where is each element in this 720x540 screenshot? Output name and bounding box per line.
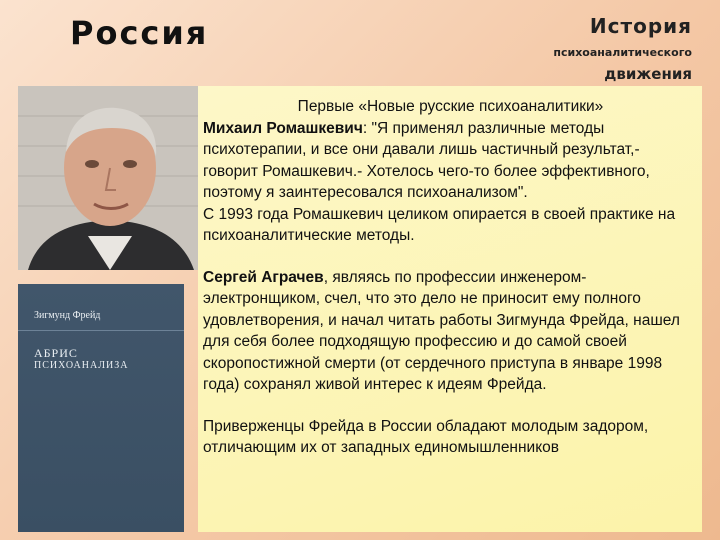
history-line-1: История — [589, 14, 692, 38]
history-line-2: психоаналитического — [553, 46, 692, 59]
name-romashkevich: Михаил Ромашкевич — [203, 119, 363, 137]
history-line-3: движения — [604, 65, 692, 83]
book-divider — [18, 330, 184, 331]
text-agrachev: , являясь по профессии инженером-электронщиком, счел, что это дело не приносит ему полного удовлетворения, и начал читать работы Зигмунда Фрейда, нашел для себя более подходящую профессию и до самой своей скоропостижной смерти (от сердечного приступа в январе 1998 года) сохранял живой интерес к идеям Фрейда. — [203, 268, 680, 393]
text-panel — [198, 86, 702, 532]
quote-romashkevich: : "Я применял различные методы психотерапии, и все они давали лишь частичный результат,- говорит Ромашкевич.- Хотелось чего-то более эффективного, поэтому я заинтересовался психоанализом". — [203, 119, 650, 201]
name-agrachev: Сергей Аграчев — [203, 268, 324, 286]
book-title-line-1: АБРИС — [34, 346, 78, 360]
portrait-photo — [18, 86, 202, 270]
slide-title: Россия — [70, 14, 209, 52]
romashkevich-tail: С 1993 года Ромашкевич целиком опирается в своей практике на психоаналитические методы. — [203, 205, 676, 244]
book-cover-image — [18, 284, 184, 532]
paragraph-followers: Приверженцы Фрейда в России обладают молодым задором, отличающим их от западных единомышленников — [203, 417, 649, 456]
paragraph-agrachev — [203, 267, 698, 396]
paragraph-romashkevich — [203, 118, 698, 204]
panel-heading: Первые «Новые русские психоаналитики» — [297, 98, 604, 115]
book-title-line-2: ПСИХОАНАЛИЗА — [34, 360, 129, 371]
book-author: Зигмунд Фрейд — [34, 310, 101, 321]
history-heading — [553, 14, 692, 83]
text-body — [203, 96, 698, 459]
